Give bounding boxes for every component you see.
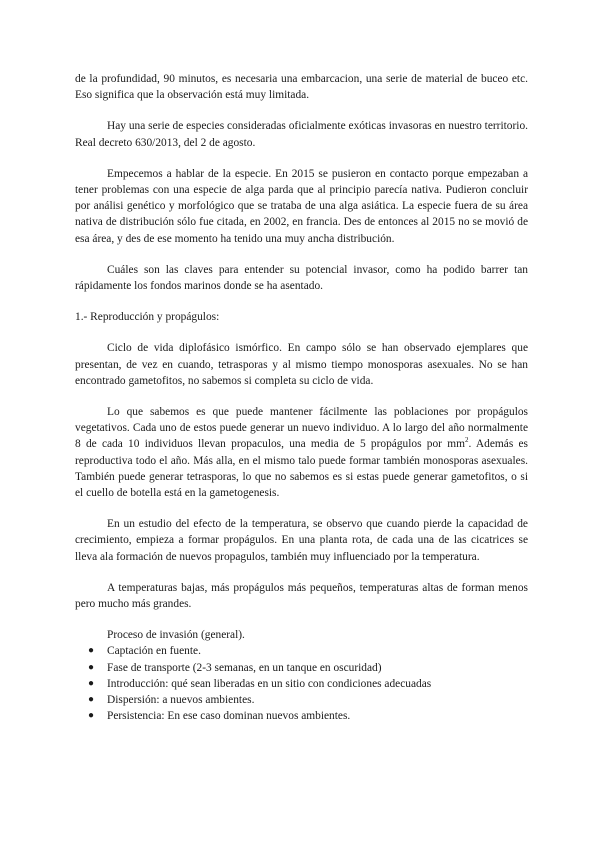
invasion-process-list (75, 643, 528, 724)
paragraph-propagules-text-b: . Además es reproductiva todo el año. Más alla, en el mismo talo puede formar también monosporas asexuales. También puede generar tetrasporas, lo que no sabemos es si estas puede generar gametofitos, o si el cuello de botella está en la gametogenesis. (75, 438, 528, 500)
list-item (75, 643, 528, 659)
paragraph-invasive-keys: Cuáles son las claves para entender su potencial invasor, como ha podido barrer tan rápidamente los fondos marinos donde se ha asentado. (75, 263, 528, 293)
paragraph-propagules-text-a: Lo que sabemos es que puede mantener fácilmente las poblaciones por propágulos vegetativos. Cada uno de estos puede generar un nuevo individuo. A lo largo del año normalmente 8 de cada 10 individuos llevan propaculos, una media de 5 propágulos por mm (75, 406, 528, 451)
paragraph-temperature-sizes: A temperaturas bajas, más propágulos más pequeños, temperaturas altas de forman menos pero mucho más grandes. (75, 581, 528, 611)
bullet-icon: ● (88, 710, 95, 722)
invasion-process-title: Proceso de invasión (general). (107, 629, 245, 642)
paragraph-propagules (75, 404, 528, 501)
list-item (75, 676, 528, 692)
list-item-text: Captación en fuente. (107, 645, 201, 658)
list-item-text: Introducción: qué sean liberadas en un sitio con condiciones adecuadas (107, 677, 432, 690)
paragraph-continuation: de la profundidad, 90 minutos, es necesaria una embarcacion, una serie de material de buceo etc. Eso significa que la observación está muy limitada. (75, 73, 528, 102)
list-item (75, 692, 528, 708)
bullet-icon: ● (88, 694, 95, 706)
list-item-text: Dispersión: a nuevos ambientes. (107, 694, 255, 707)
paragraph-temperature-study: En un estudio del efecto de la temperatura, se observo que cuando pierde la capacidad de crecimiento, empieza a formar propágulos. En una planta rota, de cada una de las cicatrices se lleva ala formación de nuevos propagulos, también muy influenciado por la temperatura. (75, 518, 528, 563)
paragraph-life-cycle: Ciclo de vida diplofásico ismórfico. En campo sólo se han observado ejemplares que presentan, de vez en cuando, tetrasporas y al mismo tiempo monosporas asexuales. No se han encontrado gametofitos, no sabemos si completa su ciclo de vida. (75, 342, 528, 387)
list-item-text: Persistencia: En ese caso dominan nuevos ambientes. (107, 710, 351, 723)
list-item (75, 660, 528, 676)
bullet-icon: ● (88, 645, 95, 657)
section-heading-reproduction: 1.- Reproducción y propágulos: (75, 311, 220, 324)
paragraph-invasive-species: Hay una serie de especies consideradas oficialmente exóticas invasoras en nuestro territorio. Real decreto 630/2013, del 2 de agosto. (75, 120, 528, 149)
superscript-squared: 2 (464, 436, 469, 445)
paragraph-species-intro: Empecemos a hablar de la especie. En 2015 se pusieron en contacto porque empezaban a tener problemas con una especie de alga parda que al principio parecía nativa. Pudieron concluir por análisi genético y morfológico que se trataba de una alga asiática. La especie fuera de su área nativa de distribución sólo fue citada, en 2002, en francia. Des de entonces al 2015 no se movió de esa área, y des de ese momento ha tenido una muy ancha distribución. (75, 167, 528, 245)
bullet-icon: ● (88, 661, 95, 673)
bullet-icon: ● (88, 677, 95, 689)
list-item-text: Fase de transporte (2-3 semanas, en un tanque en oscuridad) (107, 661, 382, 674)
list-item (75, 708, 528, 724)
